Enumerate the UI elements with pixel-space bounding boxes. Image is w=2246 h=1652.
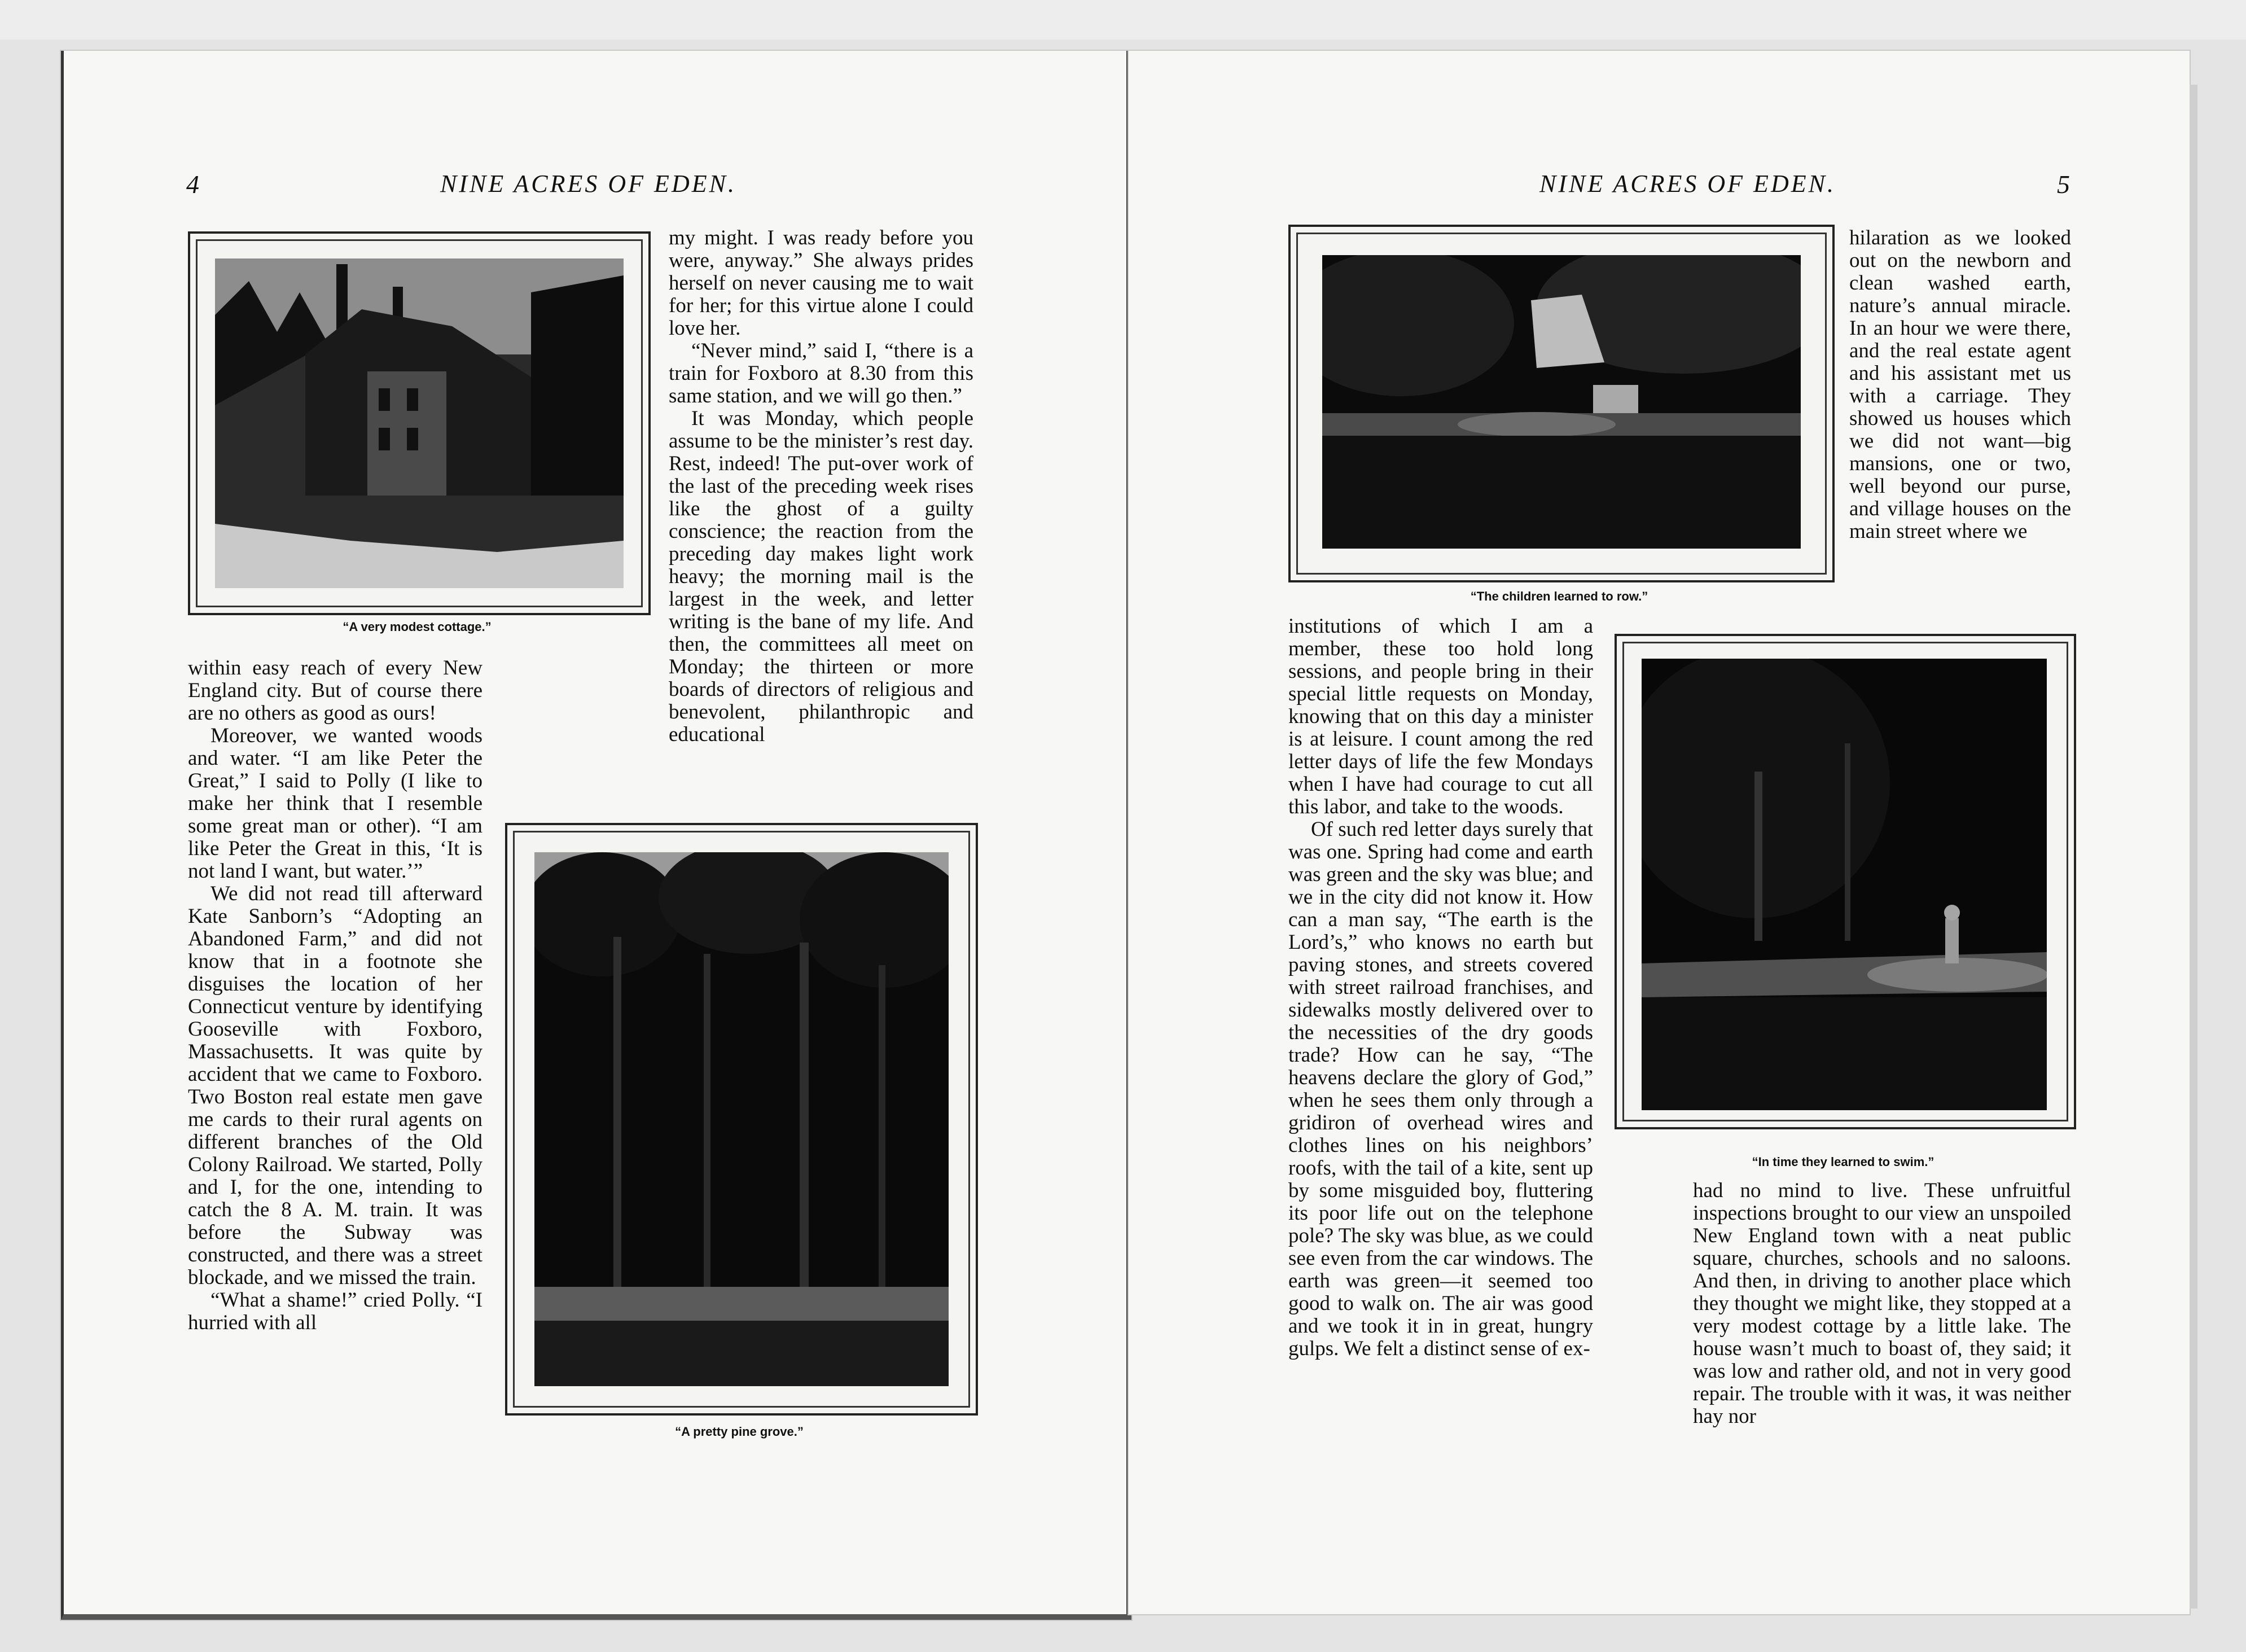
left-page-column-left — [188, 657, 482, 1334]
running-head-left: NINE ACRES OF EDEN. — [440, 170, 736, 198]
paragraph: institutions of which I am a member, these too hold long sessions, and people bring in their special little requests on Monday, knowing that on this day a minister is at leisure. I count among the red letter days of life the few Mondays when I have had courage to cut all this labor, and take to the woods. — [1288, 615, 1593, 818]
paragraph: hilaration as we looked out on the newborn and clean washed earth, nature’s annual miracle. In an hour we were there, and the real estate agent and his assistant met us with a carriage. They showed us houses which we did not want—big mansions, one or two, well beyond our purse, and village houses on the main street where we — [1849, 226, 2071, 543]
figure-pine-grove — [505, 823, 978, 1416]
paragraph: “What a shame!” cried Polly. “I hurried with all — [188, 1289, 482, 1334]
children-row-photo — [1322, 255, 1801, 549]
running-head-right: NINE ACRES OF EDEN. — [1539, 170, 1836, 198]
paragraph: Moreover, we wanted woods and water. “I am like Peter the Great,” I said to Polly (I like to make her think that I resemble some great man or other). “I am like Peter the Great in this, ‘It is not land I want, but water.’” — [188, 724, 482, 883]
paragraph: We did not read till afterward Kate Sanborn’s “Adopting an Abandoned Farm,” and did not know that in a footnote she disguises the location of her Connecticut venture by identifying Gooseville with Foxboro, Massachusetts. It was quite by accident that we came to Foxboro. Two Boston real estate men gave me cards to their rural agents on different branches of the Old Colony Railroad. We started, Polly and I, for the one, intending to catch the 8 A. M. train. It was before the Subway was constructed, and there was a street blockade, and we missed the train. — [188, 882, 482, 1289]
paragraph: my might. I was ready before you were, anyway.” She always prides herself on never causing me to wait for her; for this virtue alone I could love her. — [669, 226, 973, 340]
paragraph: Of such red letter days surely that was one. Spring had come and earth was green and the sky was blue; and we in the city did not know it. How can a man say, “The earth is the Lord’s,” who knows no earth but paving stones, and streets covered with street railroad franchises, and sidewalks mostly delivered over to the necessities of the dry goods trade? How can he say, “The heavens declare the glory of God,” when he sees them only through a gridiron of overhead wires and clothes lines on his neighbors’ roofs, with the tail of a kite, sent up by some misguided boy, fluttering its poor life out on the telephone pole? The sky was blue, as we could see even from the car windows. The earth was green—it seemed too good to walk on. The air was good and we took it in in great, hungry gulps. We felt a distinct sense of ex- — [1288, 818, 1593, 1360]
caption-pine-grove: “A pretty pine grove.” — [675, 1425, 804, 1439]
right-page-column-right — [1849, 227, 2071, 543]
page-number-right: 5 — [2057, 170, 2070, 199]
paragraph: It was Monday, which people assume to be the minister’s rest day. Rest, indeed! The put-over work of the last of the preceding week rises like the ghost of a guilty conscience; the reaction from the preceding day makes light work heavy; the morning mail is the largest in the week, and letter writing is the bane of my life. And then, the committees all meet on Monday; the thirteen or more boards of directors of religious and benevolent, philanthropic and educational — [669, 407, 973, 746]
scan-background — [0, 0, 2246, 40]
right-page-column-right-bottom — [1693, 1180, 2071, 1428]
paragraph: within easy reach of every New England city. But of course there are no others as good as ours! — [188, 656, 482, 725]
caption-children-row: “The children learned to row.” — [1470, 589, 1648, 603]
paragraph: had no mind to live. These unfruitful inspections brought to our view an unspoiled New England town with a neat public square, churches, schools and no saloons. And then, in driving to another place which they thought we might like, they stopped at a very modest cottage by a little lake. The house wasn’t much to boast of, they said; it was low and rather old, and not in very good repair. The trouble with it was, it was neither hay nor — [1693, 1179, 2071, 1428]
swim-photo — [1642, 659, 2047, 1110]
page-number-left: 4 — [186, 170, 199, 199]
cottage-photo — [215, 258, 624, 588]
right-page-column-left — [1288, 615, 1593, 1360]
figure-swim — [1615, 634, 2076, 1129]
pine-grove-photo — [534, 852, 949, 1386]
caption-cottage: “A very modest cottage.” — [343, 620, 492, 634]
figure-cottage — [188, 231, 651, 615]
caption-swim: “In time they learned to swim.” — [1752, 1155, 1934, 1169]
figure-children-row — [1288, 225, 1835, 582]
page-edge — [2190, 85, 2197, 1609]
paragraph: “Never mind,” said I, “there is a train for Foxboro at 8.30 from this same station, and we will go then.” — [669, 339, 973, 407]
left-page-column-right — [669, 227, 973, 746]
